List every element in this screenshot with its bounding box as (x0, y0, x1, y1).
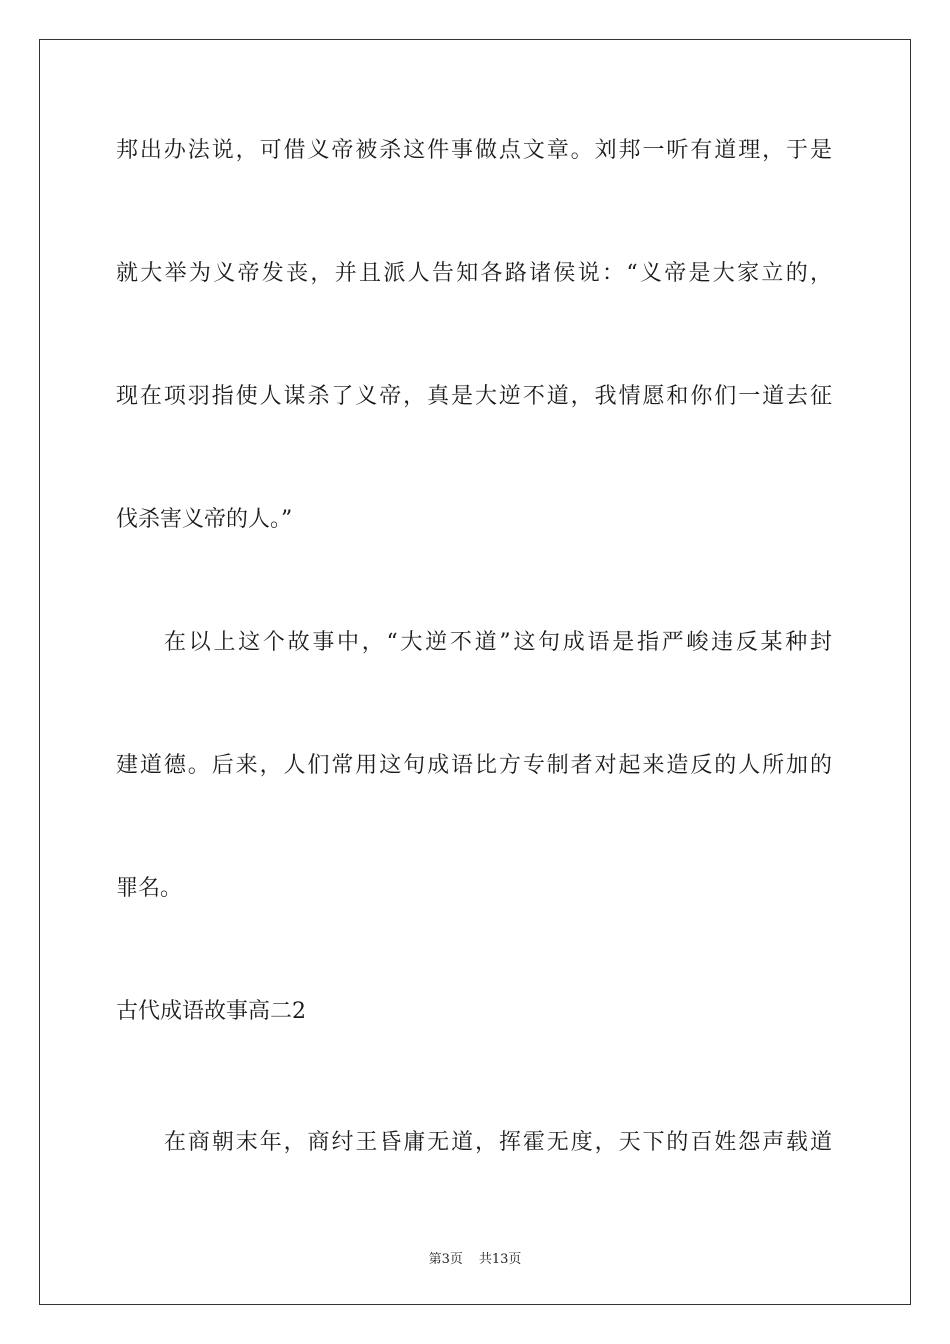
paragraph-line: 就大举为义帝发丧，并且派人告知各路诸侯说：“义帝是大家立的， (116, 261, 832, 286)
paragraph-line: 罪名。 (116, 876, 183, 901)
paragraph-line: 现在项羽指使人谋杀了义帝，真是大逆不道，我情愿和你们一道去征 (116, 384, 832, 409)
paragraph-line: 建道德。后来，人们常用这句成语比方专制者对起来造反的人所加的 (116, 753, 832, 778)
page-number: 第3页 (428, 1252, 463, 1267)
paragraph-line: 在以上这个故事中，“大逆不道”这句成语是指严峻违反某种封 (164, 630, 832, 655)
page-total: 共13页 (478, 1252, 522, 1267)
page-footer (0, 1248, 950, 1267)
section-heading: 古代成语故事高二2 (116, 999, 306, 1024)
paragraph-line: 邦出办法说，可借义帝被杀这件事做点文章。刘邦一听有道理，于是 (116, 138, 832, 163)
paragraph-line: 伐杀害义帝的人。” (116, 507, 293, 532)
paragraph-line: 在商朝末年，商纣王昏庸无道，挥霍无度，天下的百姓怨声载道 (164, 1130, 832, 1155)
page-border (39, 39, 911, 1305)
